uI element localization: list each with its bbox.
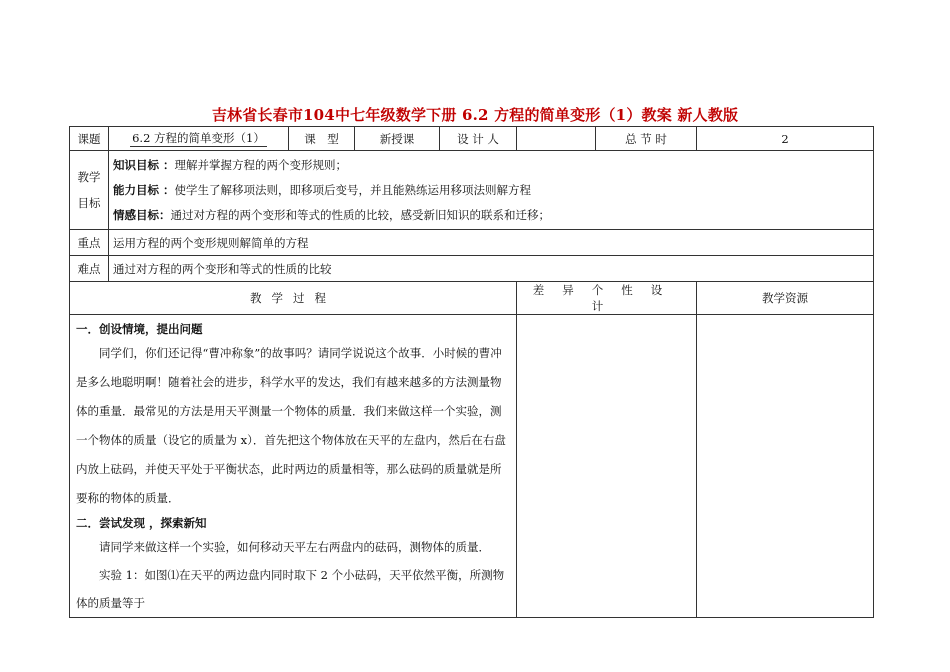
process-content xyxy=(70,315,517,618)
section2-paragraph2: 实验 1：如图⑴在天平的两边盘内同时取下 2 个小砝码，天平依然平衡，所测物体的质量等于 xyxy=(76,568,505,610)
section1-paragraph: 同学们，你们还记得“曹冲称象”的故事吗？请同学说说这个故事．小时候的曹冲是多么地聪明啊！随着社会的进步，科学水平的发达，我们有越来越多的方法测量物体的重量．最常见的方法是用天平测量一个物体的质量．我们来做这样一个实验，测一个物体的质量（设它的质量为 x）．首先把这个物体放在天平的左盘内，然后在右盘内放上砝码，并使天平处于平衡状态，此时两边的质量相等，那么砝码的质量就是所要称的物体的质量． xyxy=(76,346,506,505)
objectives-row xyxy=(70,151,874,230)
document-title: 吉林省长春市104中七年级数学下册 6.2 方程的简单变形（1）教案 新人教版 xyxy=(211,106,739,124)
section1-title: 一．创设情境，提出问题 xyxy=(76,322,203,336)
key-point-label: 重点 xyxy=(70,230,109,256)
lesson-value: 6.2 方程的简单变形（1） xyxy=(132,131,265,145)
lesson-plan-table xyxy=(69,126,874,618)
designer-label: 设 计 人 xyxy=(440,127,517,151)
designer-value xyxy=(517,127,596,151)
resources-header: 教学资源 xyxy=(697,282,874,315)
difficulty-text: 通过对方程的两个变形和等式的性质的比较 xyxy=(109,256,874,282)
periods-value: 2 xyxy=(697,127,874,151)
process-header: 教学过程 xyxy=(250,291,336,305)
periods-label: 总 节 时 xyxy=(596,127,697,151)
header-row xyxy=(70,127,874,151)
objectives-label: 教学目标 xyxy=(77,170,101,210)
process-header-row xyxy=(70,282,874,315)
type-value: 新授课 xyxy=(355,127,440,151)
section2-paragraph1: 请同学来做这样一个实验，如何移动天平左右两盘内的砝码，测物体的质量． xyxy=(99,540,490,554)
section2-title: 二．尝试发现 ，探索新知 xyxy=(76,516,207,530)
objectives-content xyxy=(109,151,874,230)
type-label: 课 型 xyxy=(289,127,355,151)
key-point-text: 运用方程的两个变形规则解简单的方程 xyxy=(109,230,874,256)
lesson-label: 课题 xyxy=(70,127,109,151)
key-point-row xyxy=(70,230,874,256)
difficulty-label: 难点 xyxy=(70,256,109,282)
difficulty-row xyxy=(70,256,874,282)
resources-content xyxy=(697,315,874,618)
objective-emotion: 情感目标：通过对方程的两个变形和等式的性质的比较，感受新旧知识的联系和迁移； xyxy=(113,207,550,222)
design-header: 差异个性设计 xyxy=(532,283,681,313)
design-content xyxy=(517,315,697,618)
objective-knowledge: 知识目标 ：理解并掌握方程的两个变形规则； xyxy=(113,157,348,172)
objective-ability: 能力目标 ：使学生了解移项法则，即移项后变号，并且能熟练运用移项法则解方程 xyxy=(113,182,532,197)
process-content-row xyxy=(70,315,874,618)
